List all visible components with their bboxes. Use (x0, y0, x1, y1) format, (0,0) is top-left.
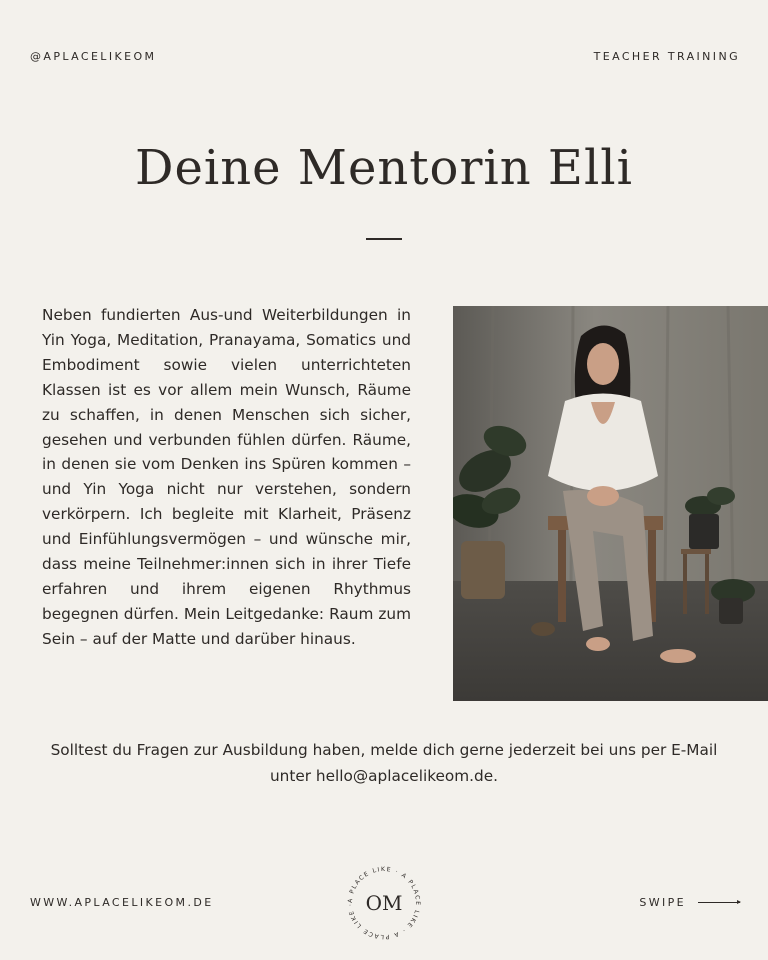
swipe-hint[interactable] (639, 896, 740, 909)
page-title: Deine Mentorin Elli (134, 140, 634, 196)
instagram-handle: @APLACELIKEOM (30, 50, 157, 63)
bio-text: Neben fundierten Aus-und Weiterbildungen in Yin Yoga, Meditation, Pranayama, Somatics und Embodiment sowie vielen unterrichteten Klassen ist es vor allem mein Wunsch, Räume zu schaffen, in denen Menschen sich sicher, gesehen und verbunden fühlen dürfen. Räume, in denen sie vom Denken ins Spüren kommen – und Yin Yoga nicht nur verstehen, sondern verkörpern. Ich begleite mit Klarheit, Präsenz und Einfühlungsvermögen – und wünsche mir, dass meine Teilnehmer:innen sich in ihrer Tiefe erfahren und ihrem eigenen Rhythmus begegnen dürfen. Mein Leitgedanke: Raum zum Sein – auf der Matte und darüber hinaus. (42, 306, 411, 648)
swipe-label: SWIPE (639, 896, 686, 909)
contact-text: Solltest du Fragen zur Ausbildung haben, melde dich gerne jederzeit bei uns per E-Mail unter hello@aplacelikeom.de. (50, 741, 718, 785)
mentor-photo (453, 306, 768, 701)
arrow-right-icon (698, 902, 740, 903)
website-link[interactable]: WWW.APLACELIKEOM.DE (30, 896, 214, 909)
svg-text:A PLACE LIKE · A PLACE LIKE ·: A PLACE LIKE · A PLACE LIKE · A PLACE LIKE · (346, 865, 422, 941)
section-label: TEACHER TRAINING (593, 50, 740, 63)
om-logo (343, 862, 425, 944)
title-divider (366, 238, 402, 240)
svg-text:OM: OM (365, 891, 403, 915)
